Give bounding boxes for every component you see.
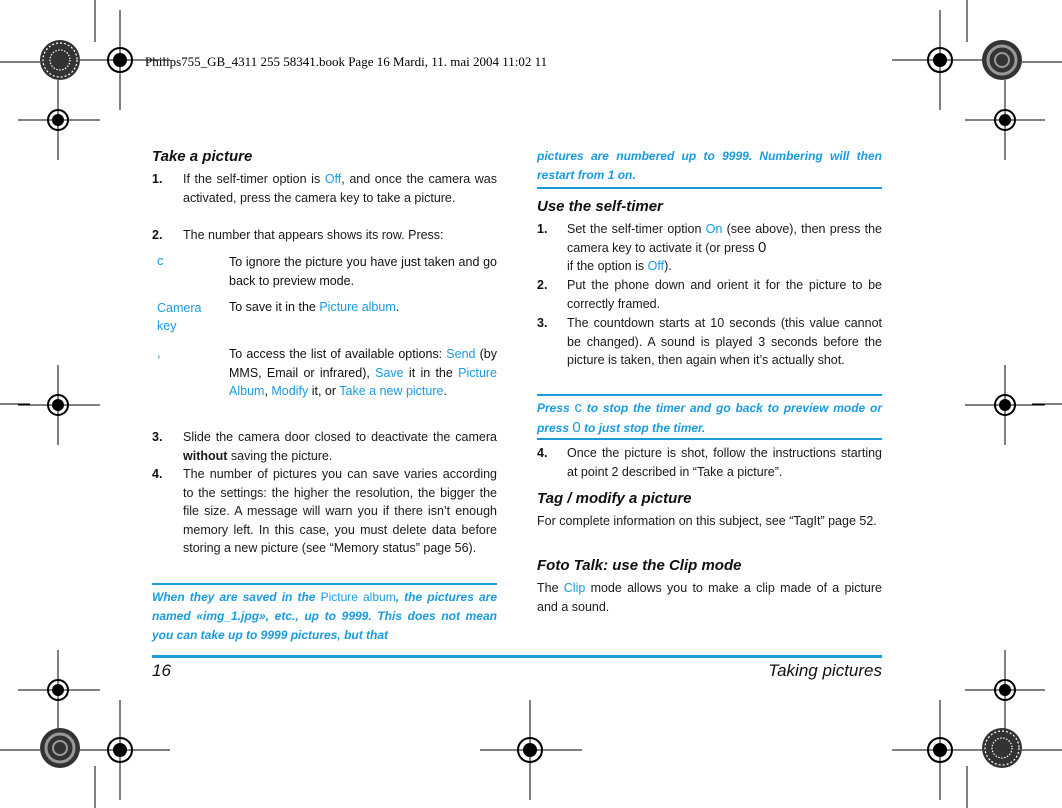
section-title-tag-modify: Tag / modify a picture (537, 490, 692, 507)
note-stop-timer: Press c to stop the timer and go back to preview mode or press 0 to just stop the timer. (537, 399, 882, 436)
key-camera-label: Camera key (157, 301, 202, 333)
timer-step-2-text: Put the phone down and orient it for the picture to be correctly framed. (567, 278, 882, 311)
step-1-number: 1. (152, 172, 163, 186)
step-3-text: Slide the camera door closed to deactivate the camera without saving the picture. (183, 430, 497, 463)
step-1-text: If the self-timer option is Off, and once the camera was activated, press the camera key to take a picture. (183, 172, 497, 205)
section-title-self-timer: Use the self-timer (537, 198, 663, 215)
print-header: Philips755_GB_4311 255 58341.book Page 16 Mardi, 11. mai 2004 11:02 11 (145, 54, 548, 69)
note2-rule-bottom (537, 438, 882, 440)
key-c-desc: To ignore the picture you have just taken and go back to preview mode. (229, 255, 497, 288)
note-rule-top (152, 583, 497, 585)
step-4-text: The number of pictures you can save varies according to the settings: the higher the resolution, the bigger the file size. A message will warn you if there isn’t enough memory left. In this case, you must delete data before storing a new picture (see “Memory status” page 56). (183, 467, 497, 555)
key-options-label: , (157, 345, 161, 360)
key-options-desc: To access the list of available options: Send (by MMS, Email or infrared), Save it in the Picture Album, Modify it, or Take a new picture. (229, 347, 498, 398)
timer-step-4-number: 4. (537, 446, 548, 460)
key-camera-desc: To save it in the Picture album. (229, 300, 400, 314)
step-2-number: 2. (152, 228, 163, 242)
note-picture-naming: When they are saved in the Picture album, the pictures are named «img_1.jpg», etc., up to 9999. This does not mean you can take up to 9999 pictures, but that (152, 590, 497, 642)
footer-rule (152, 655, 882, 658)
key-0-glyph: 0 (758, 238, 767, 256)
note-rule-bottom (537, 187, 882, 189)
footer-section-title: Taking pictures (768, 661, 882, 680)
page-number: 16 (152, 661, 171, 680)
note-picture-naming-cont: pictures are numbered up to 9999. Numbering will then restart from 1 on. (537, 149, 882, 182)
timer-step-1-text: Set the self-timer option On (see above), then press the camera key to activate it (or press 0 if the option is Off). (567, 222, 882, 273)
foto-talk-text: The Clip mode allows you to make a clip made of a picture and a sound. (537, 581, 882, 614)
timer-step-2-number: 2. (537, 278, 548, 292)
note2-rule-top (537, 394, 882, 396)
timer-step-4-text: Once the picture is shot, follow the instructions starting at point 2 described in “Take a picture”. (567, 446, 882, 479)
step-4-number: 4. (152, 467, 163, 481)
section-title-take-picture: Take a picture (152, 148, 253, 165)
section-title-foto-talk: Foto Talk: use the Clip mode (537, 557, 742, 574)
step-2-text: The number that appears shows its row. Press: (183, 228, 444, 242)
step-3-number: 3. (152, 430, 163, 444)
off-option: Off (324, 172, 342, 186)
timer-step-1-number: 1. (537, 222, 548, 236)
timer-step-3-number: 3. (537, 316, 548, 330)
tag-modify-text: For complete information on this subject, see “TagIt” page 52. (537, 514, 877, 528)
timer-step-3-text: The countdown starts at 10 seconds (this value cannot be changed). A sound is played 3 seconds before the picture is taken, then again when it’s actually shot. (567, 316, 882, 367)
key-c-label: c (157, 253, 164, 268)
